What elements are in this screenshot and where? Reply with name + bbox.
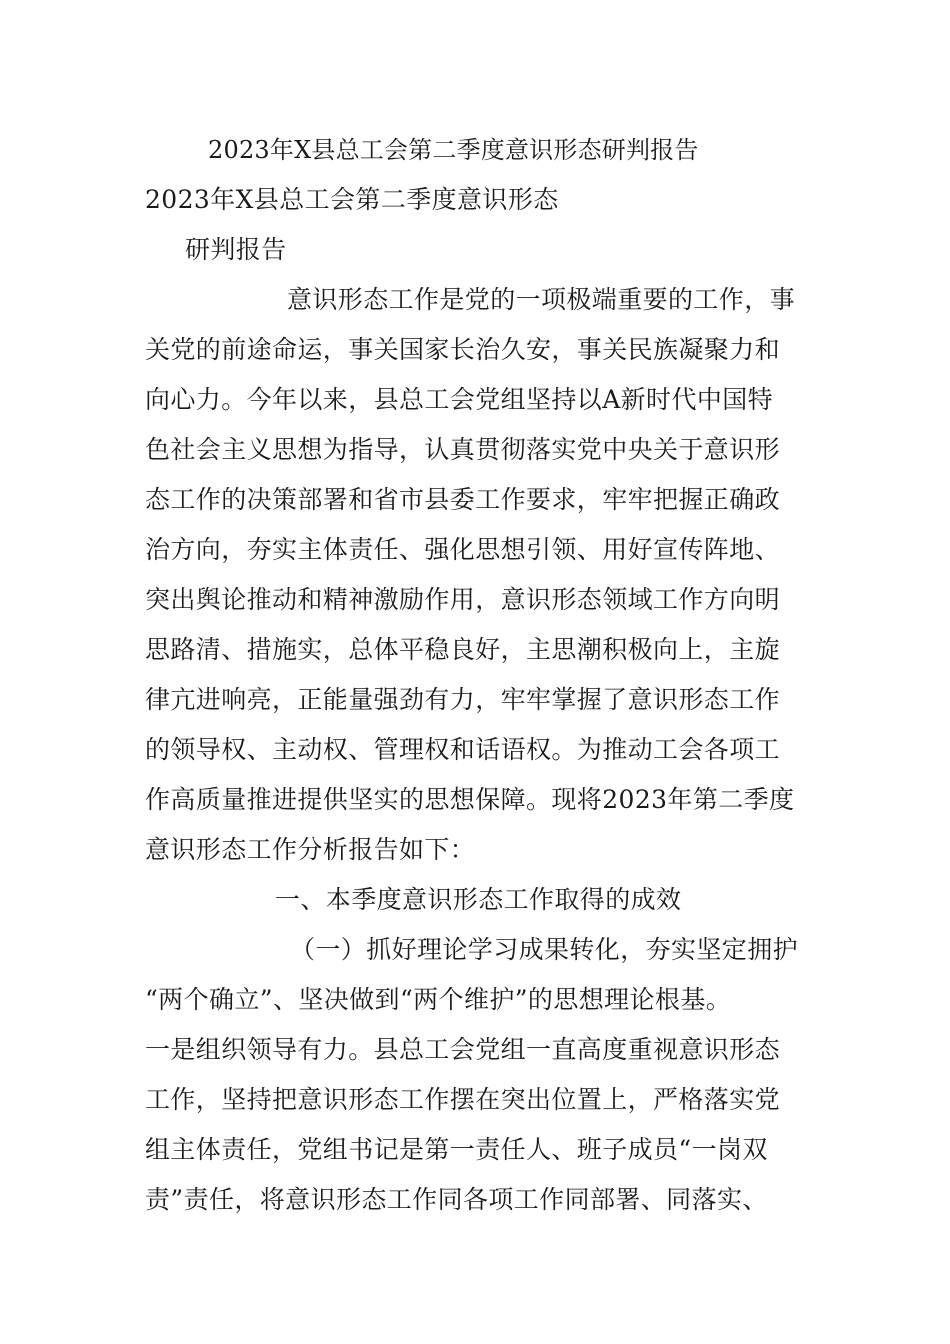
subsection-line: 工作，坚持把意识形态工作摆在突出位置上，严格落实党 (145, 1085, 781, 1114)
intro-line: 思路清、措施实，总体平稳良好，主思潮积极向上，主旋 (145, 635, 781, 664)
document-title: 2023年X县总工会第二季度意识形态研判报告 (208, 136, 699, 164)
intro-line: 关党的前途命运，事关国家长治久安，事关民族凝聚力和 (145, 335, 781, 364)
intro-line: 态工作的决策部署和省市县委工作要求，牢牢把握正确政 (145, 485, 781, 514)
subsection-line: （一）抓好理论学习成果转化，夯实坚定拥护 (290, 935, 799, 964)
intro-line: 的领导权、主动权、管理权和话语权。为推动工会各项工 (145, 735, 781, 764)
intro-line: 治方向，夯实主体责任、强化思想引领、用好宣传阵地、 (145, 535, 781, 564)
intro-line: 色社会主义思想为指导，认真贯彻落实党中央关于意识形 (145, 435, 781, 464)
section-heading: 一、本季度意识形态工作取得的成效 (275, 885, 682, 914)
intro-line: 律亢进响亮，正能量强劲有力，牢牢掌握了意识形态工作 (145, 685, 781, 714)
subsection-line: “两个确立”、坚决做到“两个维护”的思想理论根基。 (145, 985, 732, 1014)
subsection-line: 一是组织领导有力。县总工会党组一直高度重视意识形态 (145, 1035, 781, 1064)
heading-line-1: 2023年X县总工会第二季度意识形态 (145, 185, 559, 214)
intro-line: 作高质量推进提供坚实的思想保障。现将2023年第二季度 (145, 785, 795, 814)
intro-line: 意识形态工作分析报告如下： (145, 835, 476, 864)
intro-line: 意识形态工作是党的一项极端重要的工作，事 (287, 285, 796, 314)
subsection-line: 组主体责任，党组书记是第一责任人、班子成员“一岗双 (145, 1135, 768, 1164)
intro-line: 向心力。今年以来，县总工会党组坚持以A新时代中国特 (145, 385, 774, 414)
subsection-line: 责”责任，将意识形态工作同各项工作同部署、同落实、 (145, 1185, 768, 1214)
intro-line: 突出舆论推动和精神激励作用，意识形态领域工作方向明 (145, 585, 781, 614)
heading-line-2: 研判报告 (185, 235, 287, 264)
